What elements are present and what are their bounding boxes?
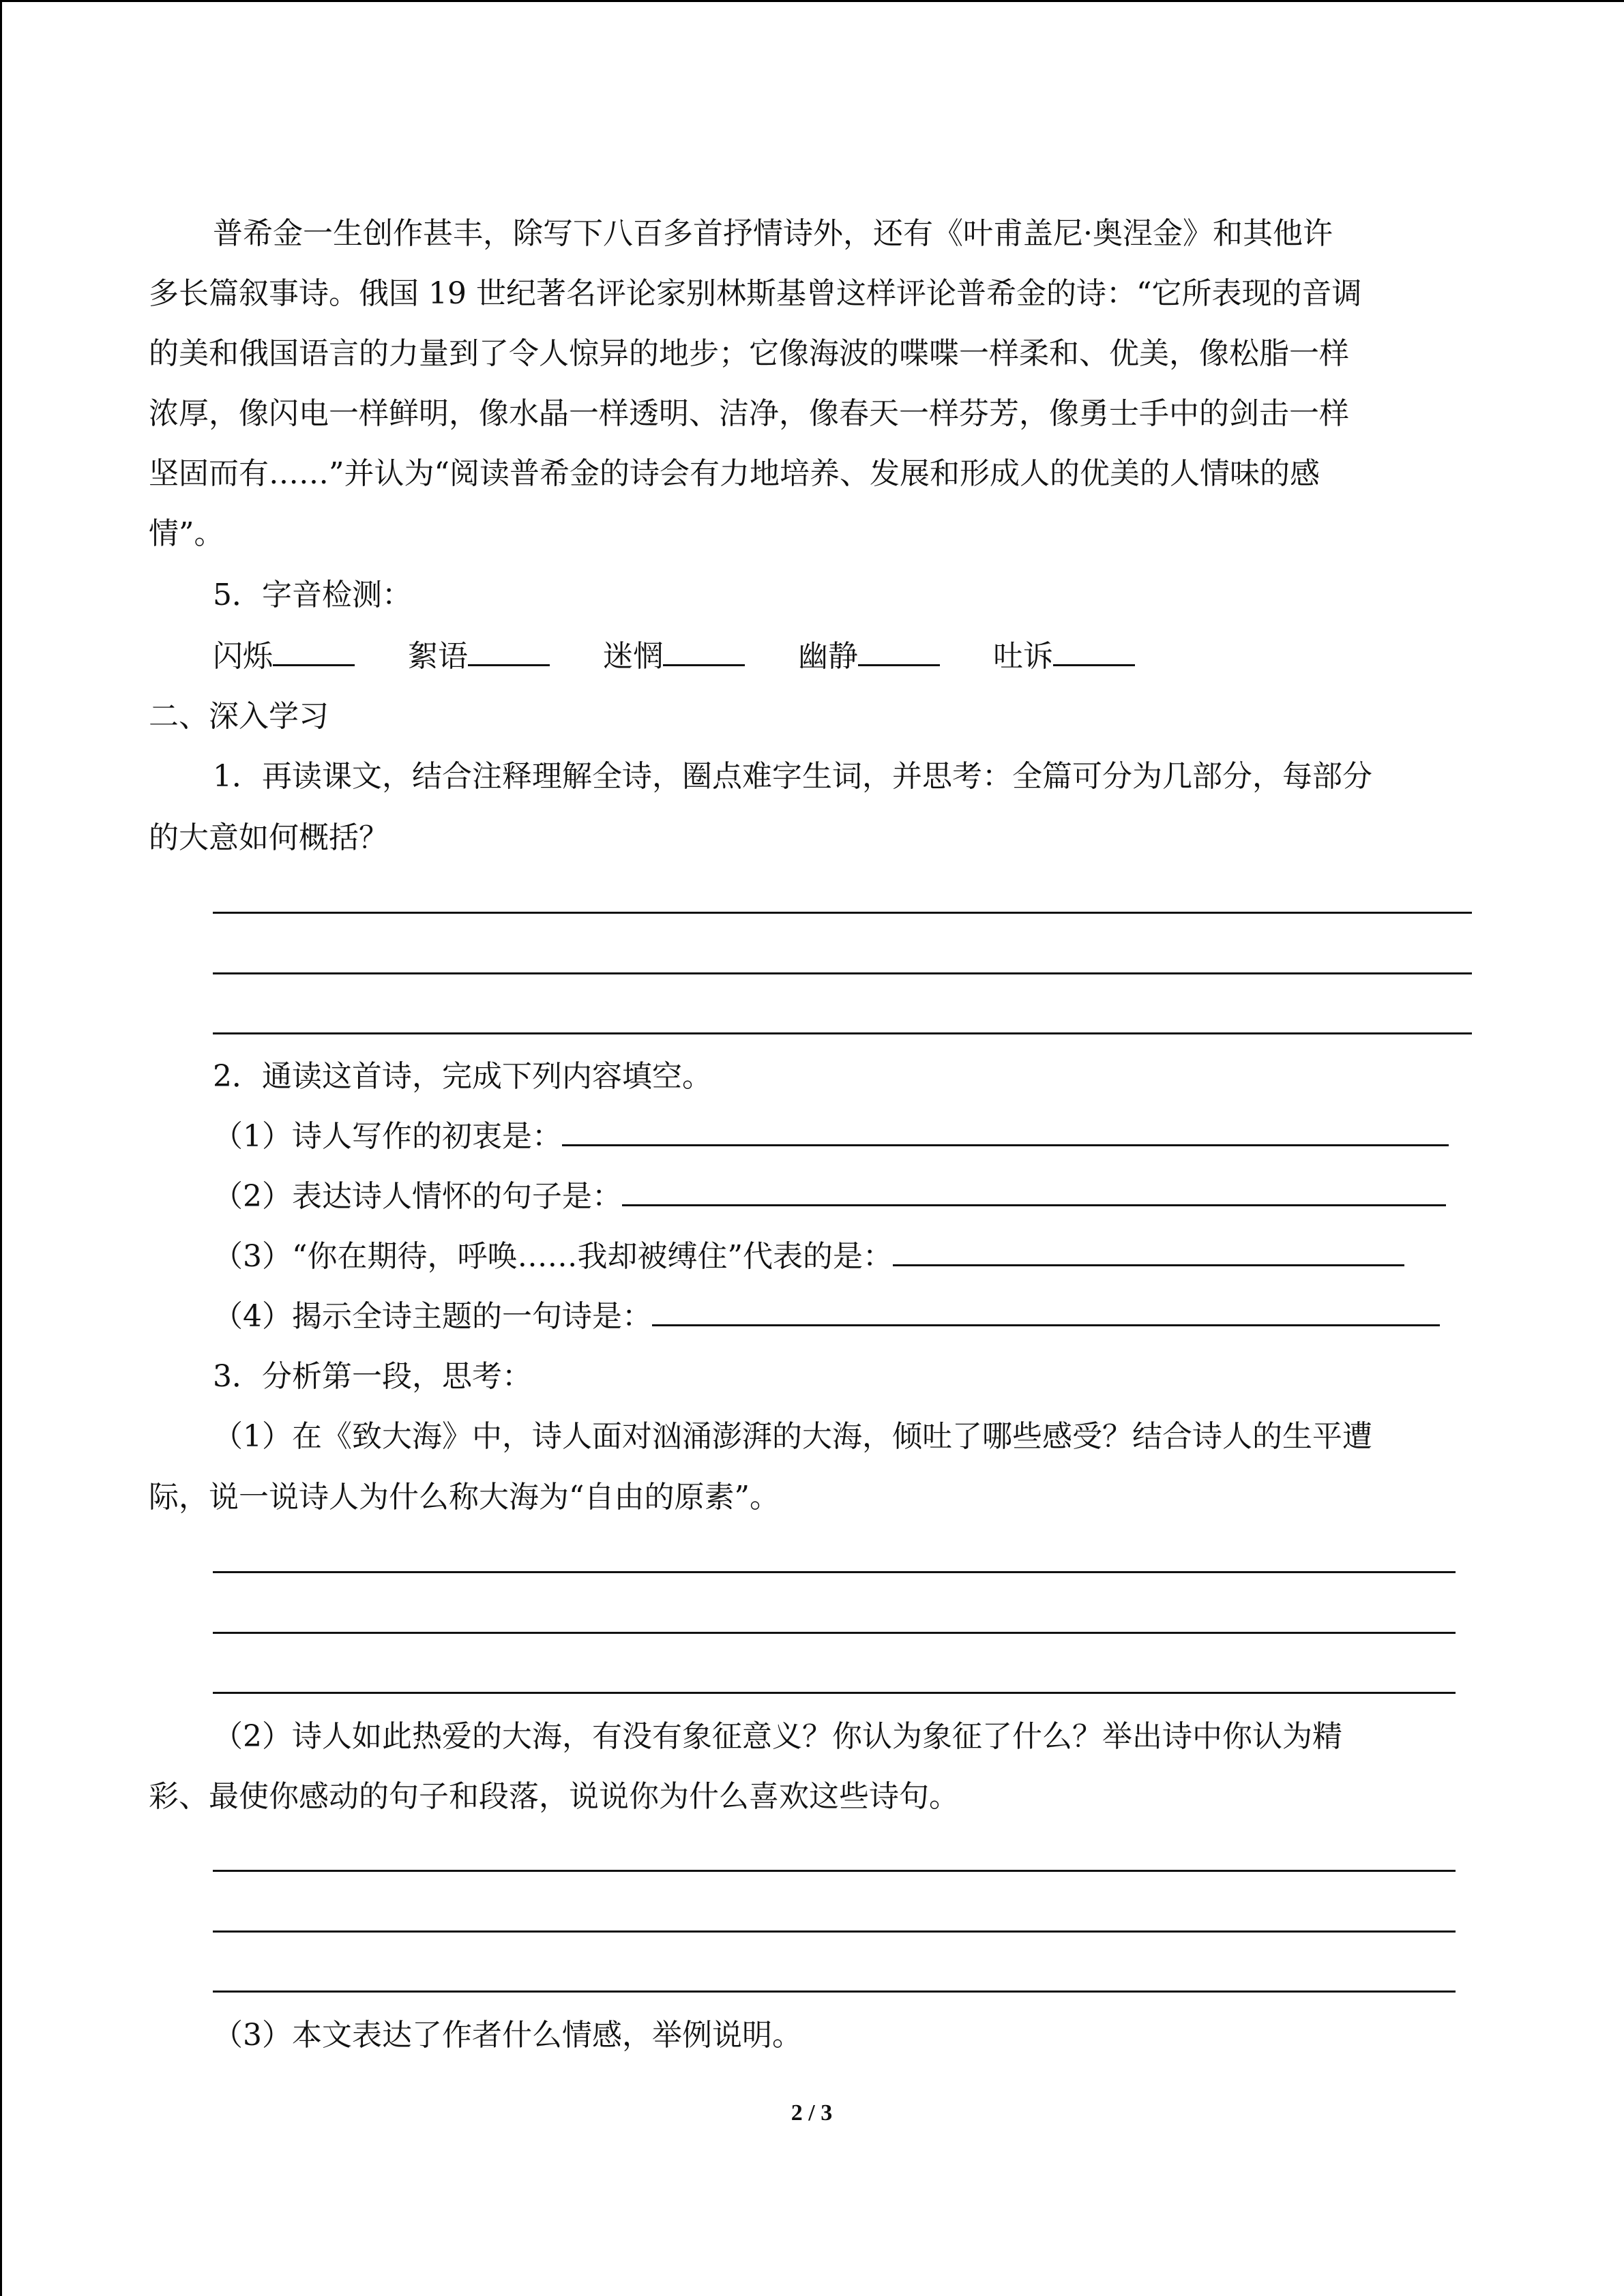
answer-blank[interactable]: [893, 1237, 1404, 1266]
answer-line[interactable]: [213, 1870, 1456, 1872]
q5-word: 吐诉: [993, 639, 1053, 674]
q5-word: 闪烁: [213, 639, 273, 674]
q2-item: [213, 1236, 1404, 1277]
q1-line: 的大意如何概括？: [149, 820, 389, 855]
intro-line: 的美和俄国语言的力量到了令人惊异的地步；它像海波的喋喋一样柔和、优美，像松脂一样: [149, 336, 1349, 371]
q2-item-label: （3）“你在期待，呼唤……我却被缚住”代表的是：: [213, 1239, 893, 1274]
answer-line[interactable]: [213, 1991, 1456, 1993]
q5-word: 迷惘: [603, 639, 663, 674]
answer-blank[interactable]: [1053, 637, 1135, 666]
q3-sub2-line: 彩、最使你感动的句子和段落，说说你为什么喜欢这些诗句。: [149, 1779, 959, 1814]
q3-title: 3．分析第一段，思考：: [213, 1359, 532, 1394]
intro-line: 多长篇叙事诗。俄国 19 世纪著名评论家别林斯基曾这样评论普希金的诗：“它所表现的音调: [149, 276, 1362, 311]
answer-blank[interactable]: [652, 1297, 1440, 1326]
answer-line[interactable]: [213, 1571, 1456, 1573]
answer-line[interactable]: [213, 1032, 1472, 1034]
answer-blank[interactable]: [663, 637, 745, 666]
answer-line[interactable]: [213, 1930, 1456, 1933]
intro-line: 浓厚，像闪电一样鲜明，像水晶一样透明、洁净，像春天一样芬芳，像勇士手中的剑击一样: [149, 396, 1349, 431]
q3-sub1-line: （1）在《致大海》中，诗人面对汹涌澎湃的大海，倾吐了哪些感受？结合诗人的生平遭: [213, 1419, 1372, 1454]
answer-blank[interactable]: [858, 637, 940, 666]
q2-item: [213, 1176, 1446, 1217]
answer-line[interactable]: [213, 1692, 1456, 1694]
answer-line[interactable]: [213, 972, 1472, 974]
answer-line[interactable]: [213, 1632, 1456, 1634]
q5-title: 5．字音检测：: [213, 578, 412, 612]
intro-line: 普希金一生创作甚丰，除写下八百多首抒情诗外，还有《叶甫盖尼·奥涅金》和其他许: [213, 216, 1333, 251]
q2-item-label: （2）表达诗人情怀的句子是：: [213, 1179, 622, 1214]
q3-sub3: （3）本文表达了作者什么情感，举例说明。: [213, 2018, 802, 2053]
answer-blank[interactable]: [562, 1117, 1449, 1146]
answer-line[interactable]: [213, 912, 1472, 914]
q5-word: 絮语: [408, 639, 468, 674]
q5-word: 幽静: [798, 639, 858, 674]
answer-blank[interactable]: [273, 637, 355, 666]
q5-words-row: [213, 636, 1135, 677]
worksheet-page: [149, 0, 1472, 2296]
q2-item: [213, 1116, 1449, 1157]
q2-item-label: （4）揭示全诗主题的一句诗是：: [213, 1299, 652, 1334]
q2-item-label: （1）诗人写作的初衷是：: [213, 1119, 562, 1154]
section-heading: 二、深入学习: [149, 699, 329, 734]
page-border-left: [0, 0, 2, 2296]
intro-line: 情”。: [149, 516, 224, 551]
intro-line: 坚固而有……”并认为“阅读普希金的诗会有力地培养、发展和形成人的优美的人情味的感: [149, 456, 1320, 491]
answer-blank[interactable]: [468, 637, 550, 666]
page-number: 2 / 3: [791, 2100, 833, 2126]
q2-item: [213, 1296, 1440, 1337]
q1-line: 1．再读课文，结合注释理解全诗，圈点难字生词，并思考：全篇可分为几部分，每部分: [213, 759, 1372, 794]
q3-sub1-line: 际，说一说诗人为什么称大海为“自由的原素”。: [149, 1480, 780, 1515]
answer-blank[interactable]: [622, 1177, 1446, 1206]
q2-title: 2．通读这首诗，完成下列内容填空。: [213, 1059, 712, 1094]
q3-sub2-line: （2）诗人如此热爱的大海，有没有象征意义？你认为象征了什么？举出诗中你认为精: [213, 1719, 1342, 1754]
